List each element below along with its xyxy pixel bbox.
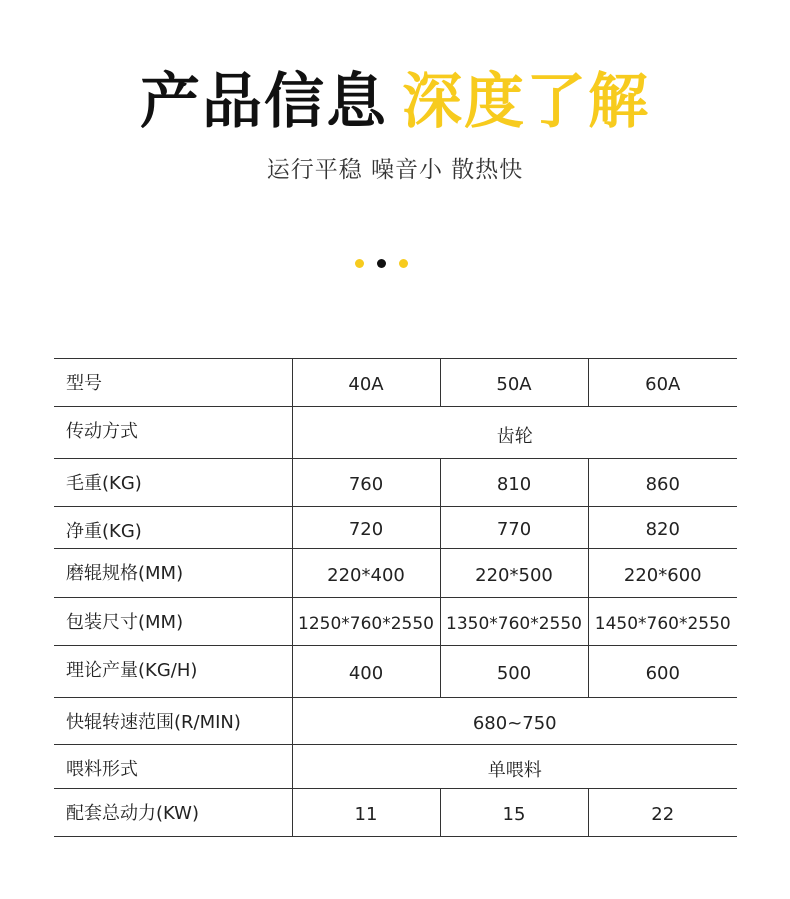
table-row-model	[54, 359, 737, 407]
cell-value: 1250*760*2550	[292, 598, 440, 646]
cell-value: 220*400	[292, 549, 440, 598]
cell-value: 1450*760*2550	[588, 598, 737, 646]
decorative-dots	[355, 259, 411, 269]
cell-value: 770	[440, 507, 588, 549]
cell-value: 11	[292, 789, 440, 837]
row-label: 净重(KG)	[54, 507, 292, 549]
table-row-gross-weight	[54, 459, 737, 507]
row-label: 包装尺寸(MM)	[54, 598, 292, 646]
cell-value: 15	[440, 789, 588, 837]
dot-icon	[355, 259, 364, 268]
dot-icon	[377, 259, 386, 268]
title-accent: 深度了解	[402, 67, 650, 137]
table-row-package-size	[54, 598, 737, 646]
table-row-fast-roller-speed	[54, 698, 737, 745]
row-label: 磨辊规格(MM)	[54, 549, 292, 598]
row-label: 喂料形式	[54, 745, 292, 789]
cell-value: 400	[292, 646, 440, 698]
cell-value: 820	[588, 507, 737, 549]
cell-value: 810	[440, 459, 588, 507]
table-row-power	[54, 789, 737, 837]
table-row-net-weight	[54, 507, 737, 549]
row-label: 传动方式	[54, 407, 292, 459]
cell-value: 220*600	[588, 549, 737, 598]
table-row-drive	[54, 407, 737, 459]
table-row-feeding	[54, 745, 737, 789]
title-main: 产品信息	[140, 67, 388, 137]
row-label: 型号	[54, 359, 292, 407]
cell-value: 760	[292, 459, 440, 507]
row-label: 毛重(KG)	[54, 459, 292, 507]
cell-value: 500	[440, 646, 588, 698]
cell-value: 50A	[440, 359, 588, 407]
dot-icon	[399, 259, 408, 268]
cell-value: 单喂料	[292, 745, 737, 789]
page-subtitle: 运行平稳 噪音小 散热快	[266, 157, 524, 183]
row-label: 配套总动力(KW)	[54, 789, 292, 837]
cell-value: 600	[588, 646, 737, 698]
cell-value: 860	[588, 459, 737, 507]
page-title	[0, 62, 790, 142]
cell-value: 220*500	[440, 549, 588, 598]
cell-value: 680~750	[292, 698, 737, 745]
cell-value: 40A	[292, 359, 440, 407]
cell-value: 22	[588, 789, 737, 837]
cell-value: 720	[292, 507, 440, 549]
table-row-capacity	[54, 646, 737, 698]
row-label: 理论产量(KG/H)	[54, 646, 292, 698]
cell-value: 60A	[588, 359, 737, 407]
row-label: 快辊转速范围(R/MIN)	[54, 698, 292, 745]
cell-value: 齿轮	[292, 407, 737, 459]
spec-table	[54, 358, 737, 837]
cell-value: 1350*760*2550	[440, 598, 588, 646]
table-row-roller-size	[54, 549, 737, 598]
